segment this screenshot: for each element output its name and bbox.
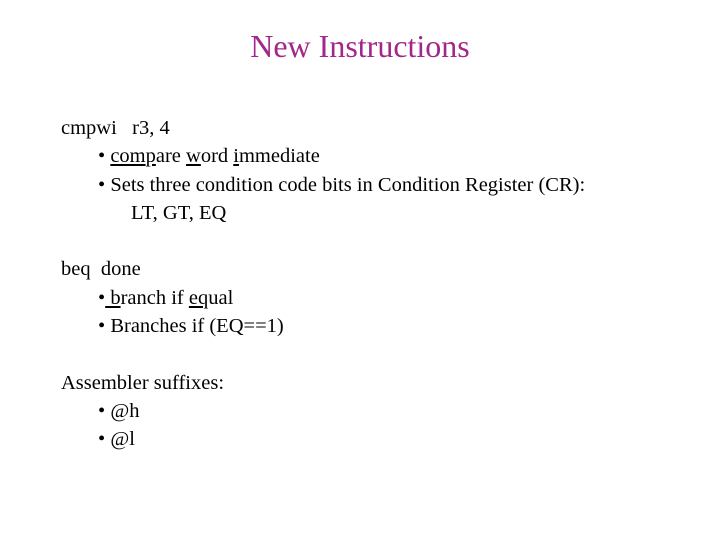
bullet-text: Branches if (EQ==1) (110, 315, 284, 338)
bullet: • (98, 173, 106, 196)
bullet-text: Sets three condition code bits in Condition Register (CR): (110, 173, 586, 196)
cmpwi-heading: cmpwi r3, 4 (61, 117, 170, 139)
spacer (61, 227, 701, 255)
underlined-letters: b (105, 286, 121, 309)
bullet: • (98, 315, 106, 338)
slide-body (61, 114, 701, 454)
underlined-letters: eq (188, 286, 209, 309)
spacer (61, 340, 701, 368)
bullet: • (98, 399, 106, 422)
cmpwi-bullet-1 (61, 142, 701, 170)
plain-text: ual (208, 286, 234, 309)
beq-bullet-2 (61, 312, 701, 340)
suffix-item (61, 397, 701, 425)
bullet: • (98, 145, 106, 168)
slide-title: New Instructions (250, 28, 470, 64)
suffix-item (61, 425, 701, 453)
plain-text: ord (200, 145, 234, 168)
underlined-letters: com (110, 145, 146, 168)
plain-text: ranch if (120, 286, 189, 309)
cmpwi-bullet-2 (61, 171, 701, 199)
underlined-letters: w (186, 145, 201, 168)
suffixes-heading: Assembler suffixes: (61, 371, 225, 394)
beq-heading: beq done (61, 258, 141, 281)
underlined-letters: i (233, 145, 239, 168)
plain-text: mmediate (238, 145, 320, 168)
plain-text: are (155, 145, 187, 168)
beq-bullet-1 (61, 284, 701, 312)
underlined-letters: p (145, 145, 156, 168)
bullet: • (98, 286, 106, 309)
suffix-text: @l (110, 428, 135, 451)
suffix-text: @h (110, 399, 140, 422)
bullet: • (98, 428, 106, 451)
cmpwi-bullet-2-continuation: LT, GT, EQ (131, 201, 227, 224)
